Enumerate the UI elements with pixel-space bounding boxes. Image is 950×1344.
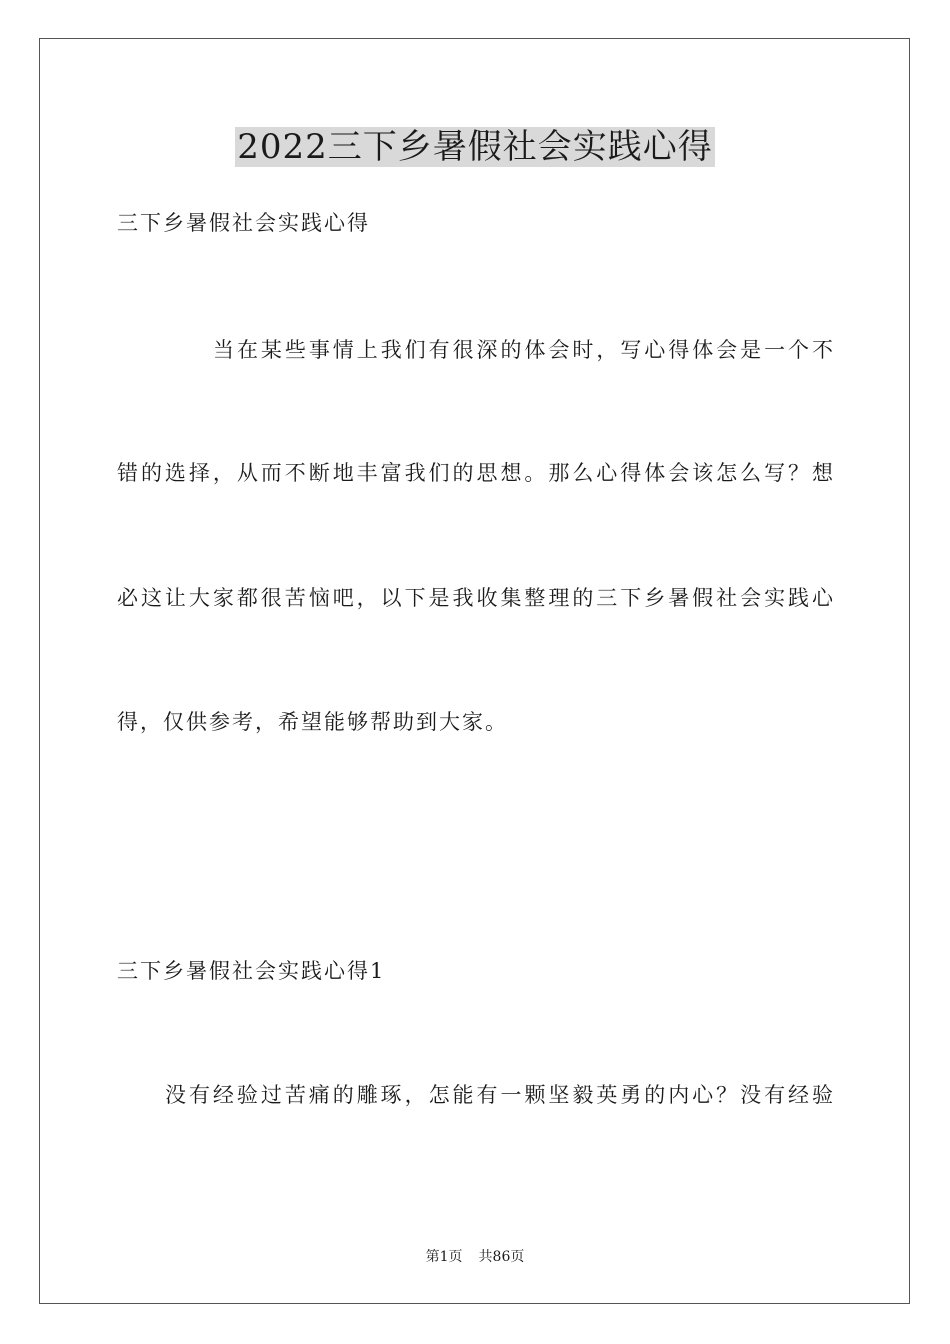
intro-line-1: 当在某些事情上我们有很深的体会时，写心得体会是一个不 [213,338,833,362]
document-subtitle: 三下乡暑假社会实践心得 [117,211,370,235]
document-title-text: 2022三下乡暑假社会实践心得 [237,127,713,167]
intro-line-4: 得，仅供参考，希望能够帮助到大家。 [117,710,508,734]
intro-line-3: 必这让大家都很苦恼吧，以下是我收集整理的三下乡暑假社会实践心 [117,586,833,610]
section-line-1: 没有经验过苦痛的雕琢，怎能有一颗坚毅英勇的内心？没有经验 [165,1083,833,1107]
document-title [0,124,950,170]
intro-line-2: 错的选择，从而不断地丰富我们的思想。那么心得体会该怎么写？想 [117,461,833,485]
page-footer [0,1247,950,1267]
page-total: 共86页 [478,1249,525,1265]
page-number: 第1页 [425,1249,463,1265]
section-heading: 三下乡暑假社会实践心得1 [117,959,386,983]
